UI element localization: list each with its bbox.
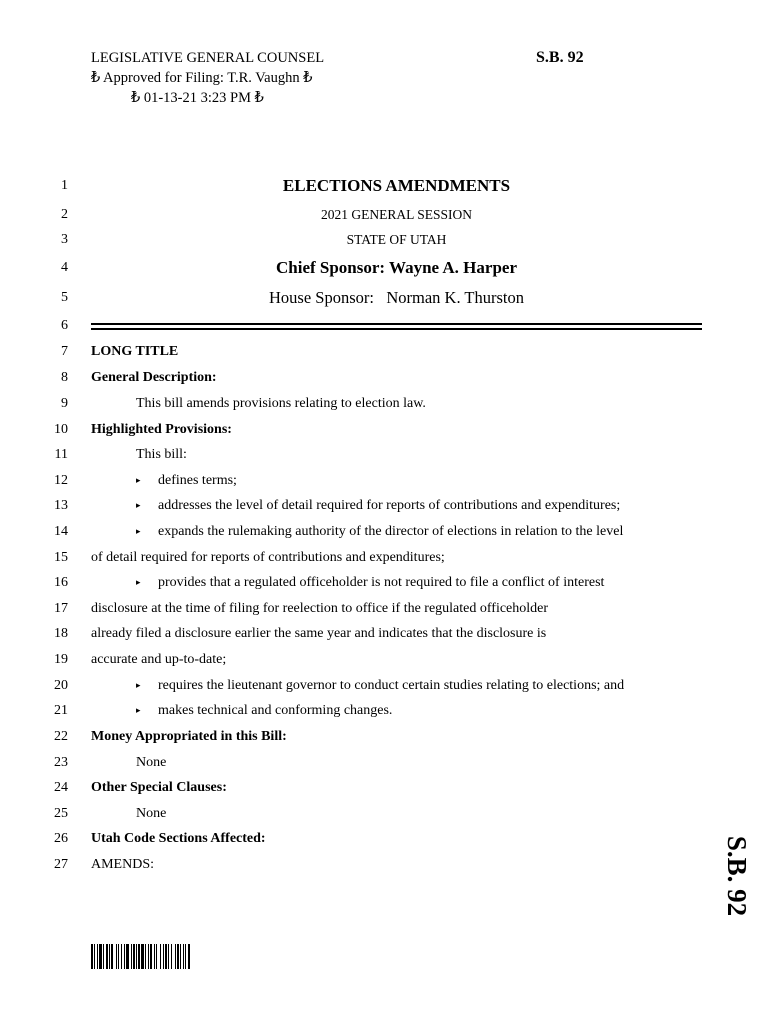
chief-sponsor: Chief Sponsor: Wayne A. Harper	[275, 258, 517, 277]
continuation-text: of detail required for reports of contributions and expenditures;	[91, 550, 445, 565]
money-appropriated-value: None	[136, 755, 167, 770]
continuation-text: already filed a disclosure earlier the same year and indicates that the disclosure is	[91, 626, 547, 641]
bullet-text: defines terms;	[158, 473, 237, 488]
description-text: This bill amends provisions relating to election law.	[136, 396, 426, 411]
line-number: 23	[54, 755, 68, 770]
bullet-triangle-icon: ▸	[136, 705, 141, 715]
bullet-triangle-icon: ▸	[136, 475, 141, 485]
state-label: STATE OF UTAH	[346, 232, 447, 247]
line-number: 18	[54, 626, 68, 641]
line-number: 22	[54, 729, 68, 744]
line-number: 14	[54, 524, 68, 539]
line-number: 4	[61, 260, 68, 275]
side-bill-number: S.B. 92	[722, 835, 752, 917]
long-title-heading: LONG TITLE	[91, 344, 179, 359]
approval-line: ₺ Approved for Filing: T.R. Vaughn ₺	[91, 70, 313, 86]
money-appropriated-heading: Money Appropriated in this Bill:	[91, 729, 287, 744]
bullet-text: expands the rulemaking authority of the director of elections in relation to the level	[158, 524, 624, 539]
bullet-text: requires the lieutenant governor to conduct certain studies relating to elections; and	[158, 678, 625, 693]
line-number: 17	[54, 601, 68, 616]
line-number: 10	[54, 422, 68, 437]
bullet-text: makes technical and conforming changes.	[158, 703, 393, 718]
line-number: 8	[61, 370, 68, 385]
provision-bullet	[91, 678, 700, 694]
continuation-text: accurate and up-to-date;	[91, 652, 227, 667]
continuation-text: disclosure at the time of filing for reelection to office if the regulated officeholder	[91, 601, 549, 616]
session-label: 2021 GENERAL SESSION	[320, 207, 472, 222]
bill-title: ELECTIONS AMENDMENTS	[282, 176, 511, 195]
line-number: 26	[54, 831, 68, 846]
bullet-triangle-icon: ▸	[136, 680, 141, 690]
line-number: 25	[54, 806, 68, 821]
bullet-text: addresses the level of detail required for reports of contributions and expenditures;	[158, 498, 621, 513]
house-sponsor: House Sponsor: Norman K. Thurston	[269, 288, 524, 307]
highlighted-provisions-heading: Highlighted Provisions:	[91, 422, 232, 437]
barcode-image	[91, 944, 231, 969]
line-number: 6	[61, 318, 68, 333]
counsel-label: LEGISLATIVE GENERAL COUNSEL	[91, 50, 325, 66]
line-number: 13	[54, 498, 68, 513]
line-number: 24	[54, 780, 68, 795]
line-number: 7	[61, 344, 68, 359]
line-number: 1	[61, 178, 68, 193]
title-divider-bottom	[91, 328, 702, 330]
general-description-heading: General Description:	[91, 370, 217, 385]
other-special-clauses-value: None	[136, 806, 167, 821]
line-number: 27	[54, 857, 68, 872]
line-number: 19	[54, 652, 68, 667]
line-number: 3	[61, 232, 68, 247]
bullet-triangle-icon: ▸	[136, 577, 141, 587]
line-number: 2	[61, 207, 68, 222]
provision-bullet	[91, 703, 700, 719]
amends-label: AMENDS:	[91, 857, 155, 872]
provision-bullet	[91, 498, 700, 514]
header-bill-number: S.B. 92	[536, 49, 584, 66]
line-number: 11	[54, 447, 68, 462]
title-divider-top	[91, 323, 702, 325]
filing-datetime: ₺ 01-13-21 3:23 PM ₺	[131, 90, 264, 106]
provision-bullet	[91, 524, 700, 540]
provision-bullet	[91, 575, 700, 591]
line-number: 12	[54, 473, 68, 488]
other-special-clauses-heading: Other Special Clauses:	[91, 780, 227, 795]
line-number: 21	[54, 703, 68, 718]
code-sections-heading: Utah Code Sections Affected:	[91, 831, 266, 846]
provision-bullet	[91, 473, 700, 489]
line-number: 16	[54, 575, 68, 590]
line-number: 20	[54, 678, 68, 693]
line-number: 9	[61, 396, 68, 411]
line-number: 5	[61, 290, 68, 305]
bullet-triangle-icon: ▸	[136, 526, 141, 536]
line-number: 15	[54, 550, 68, 565]
header-block	[91, 48, 324, 108]
bullet-text: provides that a regulated officeholder is not required to file a conflict of interest	[158, 575, 605, 590]
bullet-triangle-icon: ▸	[136, 500, 141, 510]
this-bill-text: This bill:	[136, 447, 187, 462]
